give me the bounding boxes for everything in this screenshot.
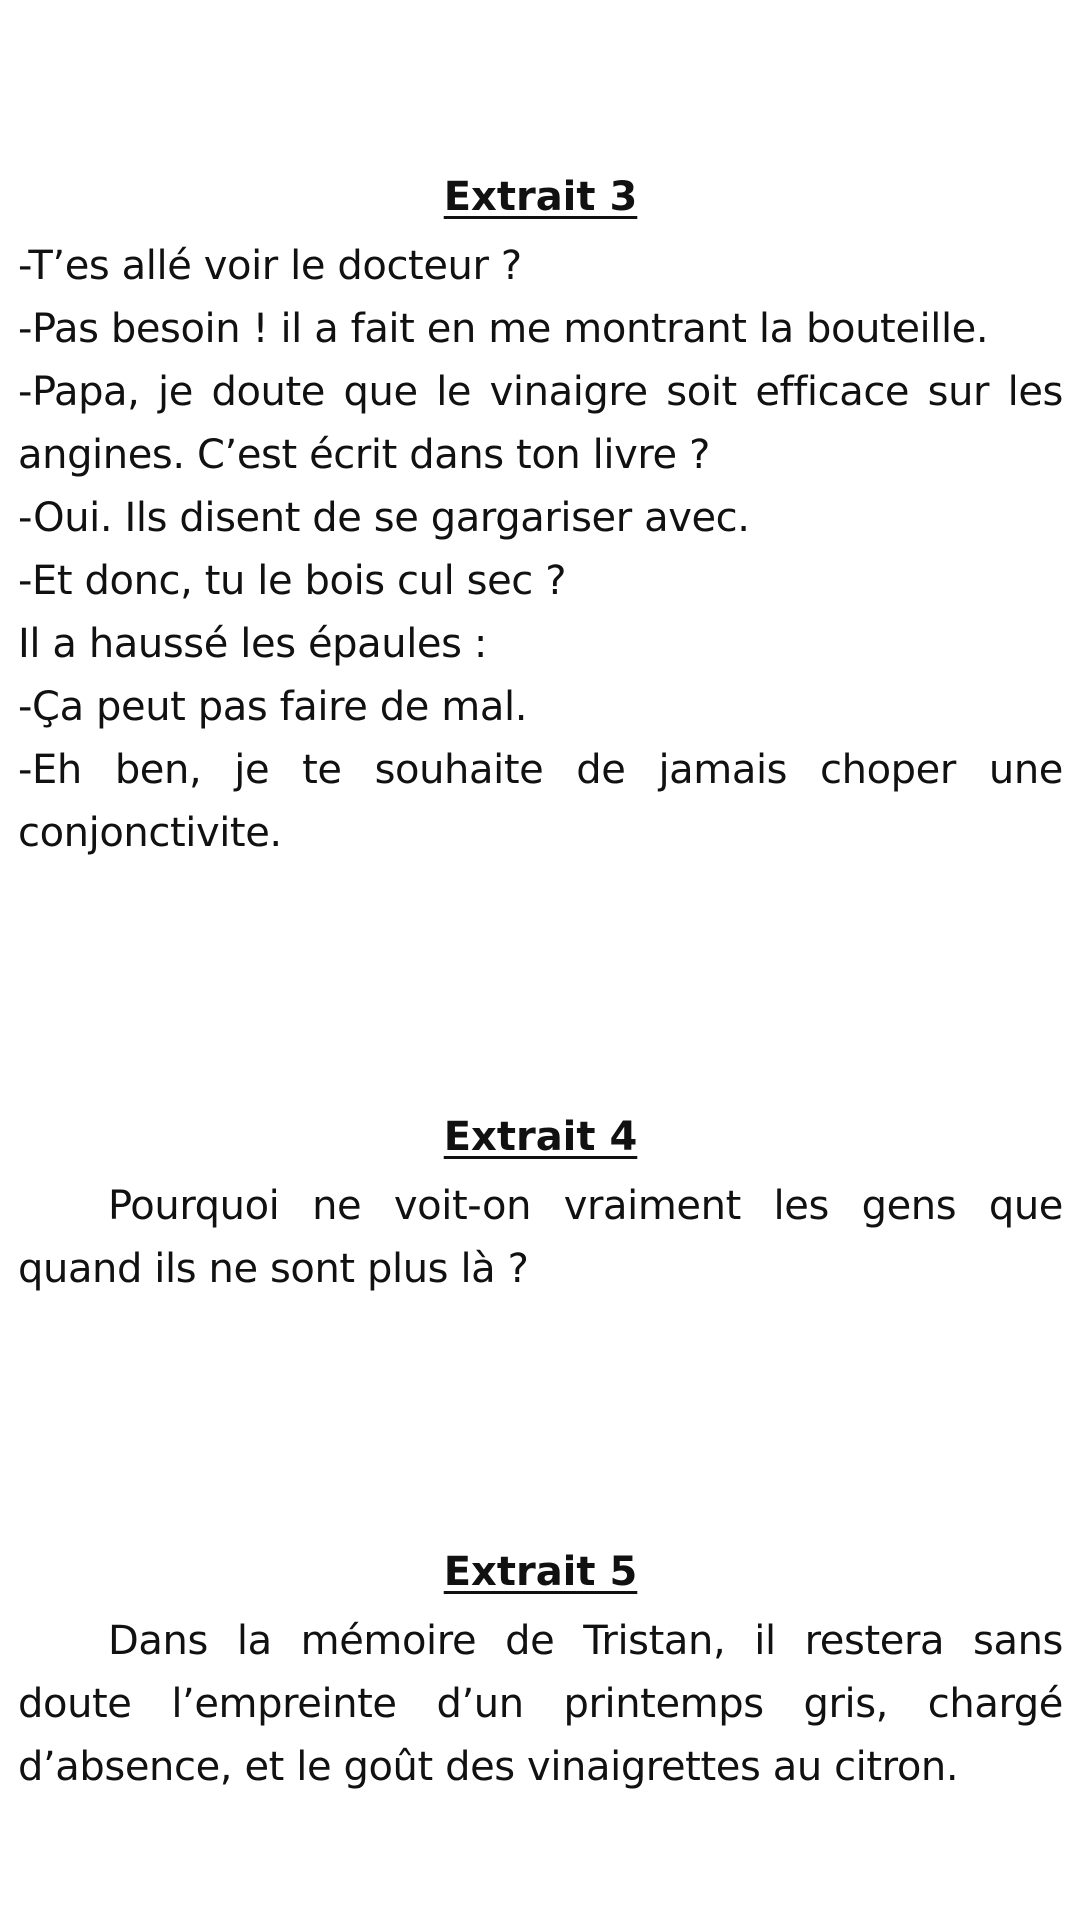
dialogue-line: -T’es allé voir le docteur ? — [18, 243, 522, 289]
dialogue-line: -Pas besoin ! il a fait en me montrant la bouteille. — [18, 306, 989, 352]
extract-3-title: Extrait 3 — [443, 174, 638, 220]
extract-5 — [18, 1547, 1063, 1799]
extract-5-title: Extrait 5 — [443, 1549, 638, 1595]
extract-4-title: Extrait 4 — [443, 1114, 638, 1160]
narration-line: Il a haussé les épaules : — [18, 621, 487, 667]
extract-4-paragraph: Pourquoi ne voit-on vraiment les gens que quand ils ne sont plus là ? — [18, 1183, 1063, 1292]
dialogue-line: -Et donc, tu le bois cul sec ? — [18, 558, 567, 604]
dialogue-line: -Ça peut pas faire de mal. — [18, 684, 528, 730]
dialogue-line: -Oui. Ils disent de se gargariser avec. — [18, 495, 750, 541]
dialogue-line: -Eh ben, je te souhaite de jamais choper une conjonctivite. — [18, 747, 1063, 856]
extract-5-paragraph: Dans la mémoire de Tristan, il restera sans doute l’empreinte d’un printemps gris, chargé d’absence, et le goût des vinaigrettes au citron. — [18, 1618, 1063, 1790]
dialogue-line: -Papa, je doute que le vinaigre soit efficace sur les angines. C’est écrit dans ton livre ? — [18, 369, 1063, 478]
extract-4 — [18, 1112, 1063, 1301]
extract-3 — [18, 172, 1063, 865]
